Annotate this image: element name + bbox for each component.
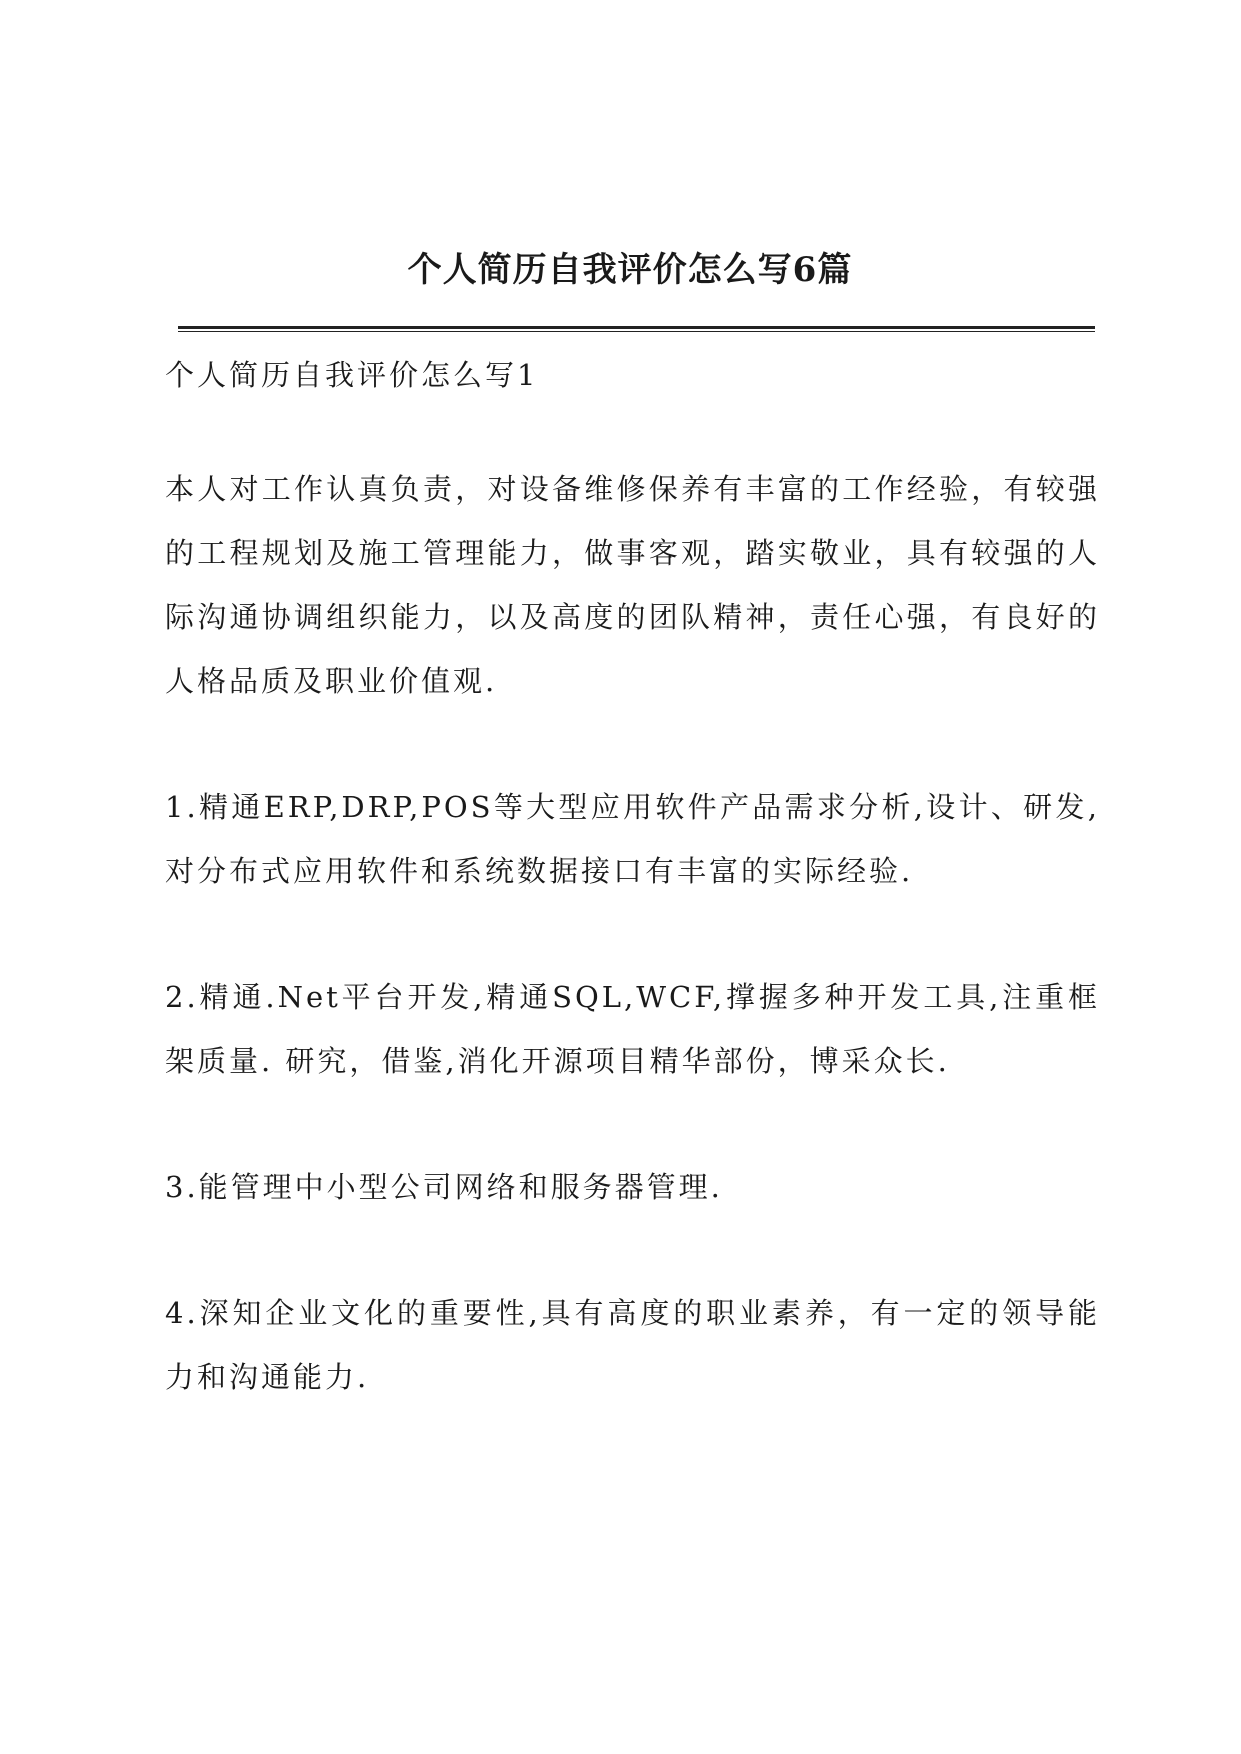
title-double-rule [178, 326, 1095, 332]
paragraph-item-1: 1.精通ERP,DRP,POS等大型应用软件产品需求分析,设计、研发,对分布式应用软件和系统数据接口有丰富的实际经验. [165, 790, 1100, 888]
paragraph-intro: 本人对工作认真负责，对设备维修保养有丰富的工作经验，有较强的工程规划及施工管理能力，做事客观，踏实敬业，具有较强的人际沟通协调组织能力，以及高度的团队精神，责任心强，有良好的人格品质及职业价值观. [165, 472, 1100, 698]
section-heading: 个人简历自我评价怎么写1 [165, 358, 539, 392]
paragraph-item-4: 4.深知企业文化的重要性,具有高度的职业素养，有一定的领导能力和沟通能力. [165, 1296, 1100, 1394]
document-body [165, 355, 1100, 1471]
paragraph-item-2: 2.精通.Net平台开发,精通SQL,WCF,撑握多种开发工具,注重框架质量. 研究，借鉴,消化开源项目精华部份，博采众长. [165, 980, 1100, 1078]
document-title: 个人简历自我评价怎么写6篇 [407, 250, 853, 290]
paragraph-item-3: 3.能管理中小型公司网络和服务器管理. [165, 1170, 723, 1204]
